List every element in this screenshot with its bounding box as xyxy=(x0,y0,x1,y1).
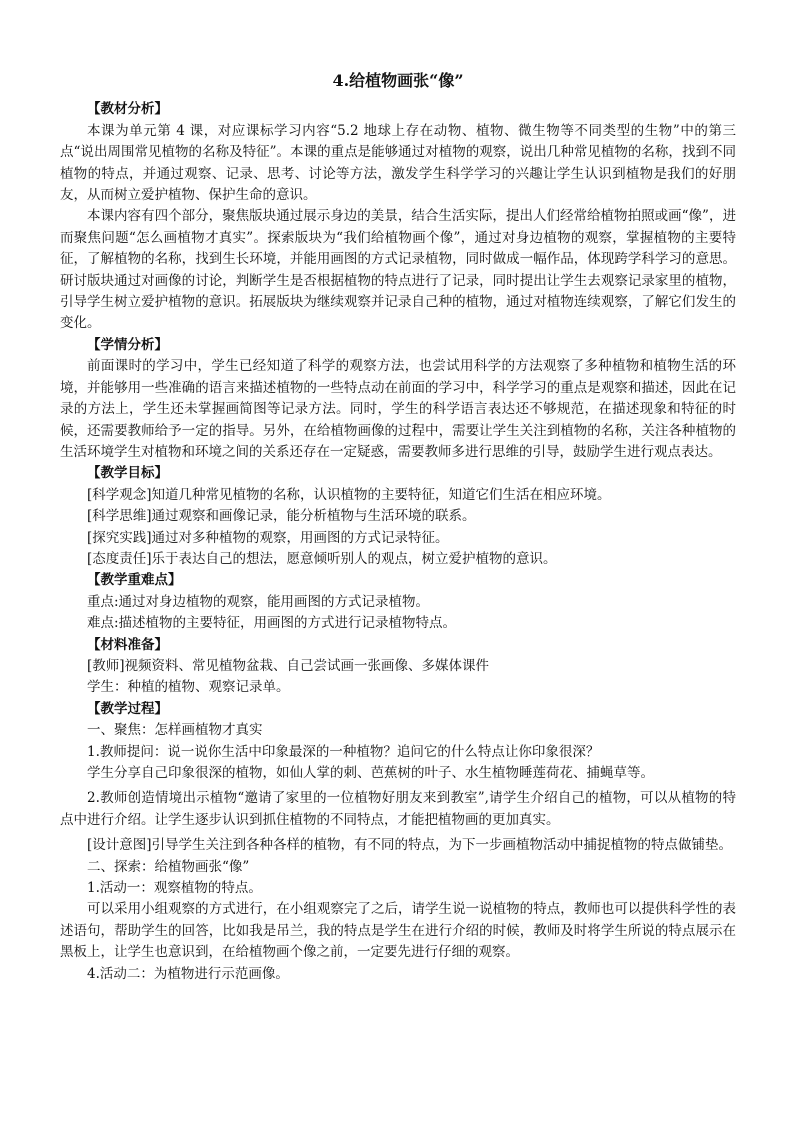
paragraph: [设计意图]引导学生关注到各种各样的植物，有不同的特点，为下一步画植物活动中捕捉植物的特点做铺垫。 xyxy=(87,837,733,854)
text-line: [态度责任]乐于表达自己的想法，愿意倾听别人的观点，树立爱护植物的意识。 xyxy=(87,550,557,567)
text-line: [科学观念]知道几种常见植物的名称，认识植物的主要特征，知道它们生活在相应环境。 xyxy=(87,486,611,503)
paragraph: 可以采用小组观察的方式进行，在小组观察完了之后，请学生说一说植物的特点，教师也可以提供科学性的表述语句，帮助学生的回答，比如我是吊兰，我的特点是学生在进行介绍的时候，教师及时将学生所说的特点展示在黑板上，让学生也意识到，在给植物画个像之前，一定要先进行仔细的观察。 xyxy=(60,901,736,961)
section-heading: 【教学目标】 xyxy=(87,465,168,482)
document-body xyxy=(60,99,736,985)
text-line: 一、聚焦：怎样画植物才真实 xyxy=(87,722,263,739)
section-heading: 【教学过程】 xyxy=(87,700,168,717)
text-line: 二、探索：给植物画张“像” xyxy=(87,858,250,875)
document-page xyxy=(60,70,736,985)
text-line: [教师]视频资料、常见植物盆栽、自己尝试画一张画像、多媒体课件 xyxy=(87,657,490,674)
text-line: 重点:通过对身边植物的观察，能用画图的方式记录植物。 xyxy=(87,593,430,610)
section-heading: 【材料准备】 xyxy=(87,636,168,653)
paragraph: 2.教师创造情境出示植物“邀请了家里的一位植物好朋友来到教室”,请学生介绍自己的植物，可以从植物的特点中进行介绍。让学生逐步认识到抓住植物的不同特点，才能把植物画的更加真实。 xyxy=(60,790,736,828)
paragraph: 前面课时的学习中，学生已经知道了科学的观察方法，也尝试用科学的方法观察了多种植物和植物生活的环境，并能够用一些准确的语言来描述植物的一些特点动在前面的学习中，科学学习的重点是观察和描述，因此在记录的方法上，学生还未掌握画简图等记录方法。同时，学生的科学语言表达还不够规范，在描述现象和特征的时候，还需要教师给予一定的指导。另外，在给植物画像的过程中，需要让学生关注到植物的名称，关注各种植物的生活环境学生对植物和环境之间的关系还存在一定疑惑，需要教师多进行思维的引导，鼓励学生进行观点表达。 xyxy=(60,358,736,460)
text-line: 学生：种植的植物、观察记录单。 xyxy=(87,679,290,696)
text-line: [探究实践]通过对多种植物的观察，用画图的方式记录特征。 xyxy=(87,529,449,546)
section-heading: 【教学重难点】 xyxy=(87,572,182,589)
paragraph: 本课内容有四个部分，聚焦版块通过展示身边的美景，结合生活实际，提出人们经常给植物拍照或画“像”，进而聚焦问题“怎么画植物才真实”。探索版块为“我们给植物画个像”，通过对身边植物的观察，掌握植物的主要特征，了解植物的名称，找到生长环境，并能用画图的方式记录植物，同时做成一幅作品，体现跨学科学习的意思。研讨版块通过对画像的讨论，判断学生是否根据植物的特点进行了记录，同时提出让学生去观察记录家里的植物，引导学生树立爱护植物的意识。拓展版块为继续观察并记录自己种的植物，通过对植物连续观察，了解它们发生的变化。 xyxy=(60,208,736,332)
text-line: [科学思维]通过观察和画像记录，能分析植物与生活环境的联系。 xyxy=(87,508,476,525)
section-heading: 【教材分析】 xyxy=(87,101,168,118)
document-title: 4.给植物画张“像” xyxy=(332,71,464,90)
paragraph: 本课为单元第 4 课，对应课标学习内容“5.2 地球上存在动物、植物、微生物等不同类型的生物”中的第三点“说出周围常见植物的名称及特征”。本课的重点是能够通过对植物的观察，说出几种常见植物的名称，找到不同植物的特点，并通过观察、记录、思考、讨论等方法，激发学生科学学习的兴趣让学生认识到植物是我们的好朋友，从而树立爱护植物、保护生命的意识。 xyxy=(60,122,736,204)
text-line: 4.活动二：为植物进行示范画像。 xyxy=(87,965,289,982)
text-line: 1.活动一：观察植物的特点。 xyxy=(87,880,262,897)
text-line: 难点:描述植物的主要特征，用画图的方式进行记录植物特点。 xyxy=(87,615,457,632)
paragraph: 学生分享自己印象很深的植物，如仙人掌的刺、芭蕉树的叶子、水生植物睡莲荷花、捕蝇草等。 xyxy=(87,765,654,781)
text-line: 1.教师提问：说一说你生活中印象最深的一种植物？追问它的什么特点让你印象很深？ xyxy=(87,743,600,760)
section-heading: 【学情分析】 xyxy=(87,336,168,353)
